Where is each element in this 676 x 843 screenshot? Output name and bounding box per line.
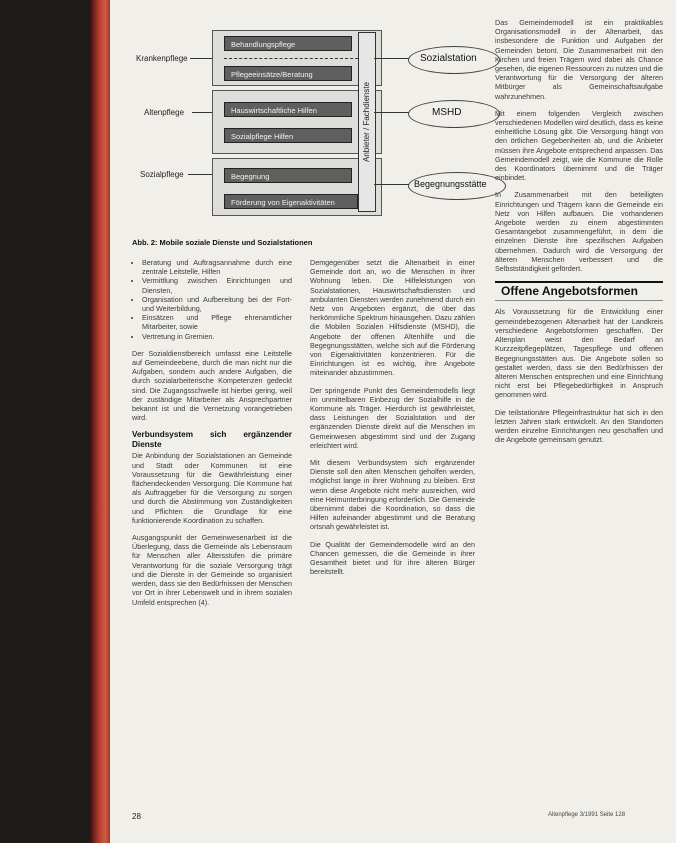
- paragraph: Die Qualität der Gemeindemodelle wird an den Chancen gemessen, die die Gemeinde in ihrer Gesamtheit bietet und für ihre älteren Bürger bereitstellt.: [310, 539, 475, 577]
- connector: [192, 112, 212, 113]
- footer-source: Altenpflege 3/1991 Seite 128: [548, 812, 626, 818]
- list-item: • Einsätzen und Pflege ehrenamtlicher Mitarbeiter, sowie: [142, 313, 292, 331]
- paragraph: Das Gemeindemodell ist ein praktikables Organisationsmodell in der Altenarbeit, das insbesondere die Funktion und Aufgaben der Gemeinden betont. Die Zusammenarbeit mit den Kirchen und freien Trägern wird dabei als Chance gesehen, die eigenen Ressourcen zu nutzen und die Verantwortung für die Versorgung der älteren Mitbürger als Gemeinschaftsaufgabe wahrzunehmen.: [495, 18, 663, 101]
- group-altenpflege: [212, 90, 382, 154]
- connector: [188, 174, 212, 175]
- box-pflegeeinsaetze: Pflegeeinsätze/Beratung: [224, 66, 352, 81]
- figure-diagram: [132, 18, 487, 228]
- paragraph: In Zusammenarbeit mit den beteiligten Einrichtungen und Trägern kann die Gemeinde ein Netz von Hilfen aufbauen. Die vorhandenen Angebote werden zu einem abgestimmten Gesamtangebot zusammengeführt, in dem die einzelnen Dienste ihre spezifischen Aufgaben übernehmen. Dadurch wird die Versorgung der älteren Menschen verbessert und die Selbstständigkeit gefördert.: [495, 190, 663, 274]
- service-mshd: MSHD: [432, 107, 462, 118]
- paragraph: Die teilstationäre Pflegeinfrastruktur hat sich in den letzten Jahren stark entwickelt. An den Standorten werden einzelne Einrichtungen neu geschaffen und die Angebote gemeinsam genutzt.: [495, 407, 663, 445]
- service-sozialstation: Sozialstation: [420, 53, 477, 64]
- page-number: 28: [132, 812, 141, 821]
- list-item: • Organisation und Aufbereitung bei der Fort- und Weiterbildung,: [142, 295, 292, 313]
- paragraph: Der Sozialdienstbereich umfasst eine Leitstelle auf Gemeindeebene, durch die man nicht nur die Aufgaben, sondern auch andere Aufgaben, die durch sozialarbeiterische Kompetenzen gedeckt sind. Die Zugangsschwelle ist hierbei gering, weil der zuständige Mitarbeiter als Ansprechpartner bekannt ist und die Vernetzung vorangetrieben wird.: [132, 348, 292, 423]
- service-begegnungsstaette: Begegnungsstätte: [414, 179, 487, 189]
- paragraph: Als Voraussetzung für die Entwicklung einer gemeindebezogenen Altenarbeit hat der Landkreis verschiedene Angebotsformen geschaffen. Der Altenplan weist den Bedarf an Kurzzeitpflegeplätzen, Tagespflege und offenen Begegnungsstätten aus. Die Angebote sollen so gestaltet werden, dass sie den Bedürfnissen der älteren Menschen entsprechen und eine Einrichtung nicht erst bei Pflegebedürftigkeit in Anspruch genommen wird.: [495, 307, 663, 400]
- paragraph: Mit einem folgenden Vergleich zwischen verschiedenen Modellen wird deutlich, dass es keine einheitliche Lösung gibt. Die Versorgung hängt von den örtlichen Gegebenheiten ab, und die Anbieter müssen ihre Angebote entsprechend anpassen. Das Gemeindemodell zeigt, wie die Kommune die Rolle des Koordinators übernimmt und die Träger einbindet.: [495, 108, 663, 183]
- connector: [374, 58, 410, 59]
- paragraph: Demgegenüber setzt die Altenarbeit in einer Gemeinde dort an, wo die Menschen in ihrer Wohnung leben. Die Hilfeleistungen von Sozialstationen, Hauswirtschaftsdiensten und ambulanten Diensten werden zunehmend durch ein Netz von Angeboten ergänzt, die über das herkömmliche Spektrum hinausgehen. Dazu zählen die Mobilen Sozialen Hilfsdienste (MSHD), die Angebote der offenen Altenhilfe und die Begegnungsstätten, welche sich auf die Förderung von Eigenaktivitäten konzentrieren. Für die Einrichtungen ist es wichtig, ihre Angebote miteinander abzustimmen.: [310, 258, 475, 378]
- background-left: [0, 0, 90, 843]
- section-heading: Offene Angebotsformen: [495, 281, 663, 301]
- text-column-2: [310, 258, 475, 585]
- paragraph: Die Anbindung der Sozialstationen an Gemeinde und Stadt oder Kommunen ist eine Voraussetzung für die Gewährleistung einer flächendeckenden Versorgung. Die Kommune hat als Auftraggeber für die Versorgung zu sorgen und durch die Abstimmung von Zuständigkeiten und Pflichten die Grundlage für eine funktionierende Koordination zu schaffen.: [132, 451, 292, 525]
- paragraph: Der springende Punkt des Gemeindemodells liegt im unmittelbaren Einbezug der Sozialhilfe in die Kommune als Träger. Hierdurch ist gewährleistet, dass Leistungen der Sozialstation und der ergänzenden Dienste direkt auf die Menschen im Gemeinwesen abgestimmt sind und der Zugang erleichtert wird.: [310, 385, 475, 450]
- paragraph: Mit diesem Verbundsystem sich ergänzender Dienste soll den alten Menschen geholfen werden, möglichst lange in ihrer Wohnung zu bleiben. Erst wenn diese Angebote nicht mehr ausreichen, wird eine Heimunterbringung erforderlich. Die Gemeinde übernimmt dabei die Koordination, so dass die Hilfen aufeinander abgestimmt und die Beratung ortsnah gewährleistet ist.: [310, 458, 475, 532]
- label-krankenpflege: Krankenpflege: [136, 54, 188, 63]
- text-column-3: [495, 18, 663, 452]
- connector: [374, 184, 410, 185]
- text-column-1: [132, 258, 292, 615]
- bullet-list: [132, 258, 292, 341]
- list-item: • Vermittlung zwischen Einrichtungen und Diensten,: [142, 276, 292, 294]
- book-spine: [90, 0, 112, 843]
- connector: [374, 112, 410, 113]
- paragraph: Ausgangspunkt der Gemeinwesenarbeit ist die Überlegung, dass die Gemeinde als Lebensraum für Menschen aller Altersstufen die primäre Verantwortung für die soziale Versorgung trägt und die Dienste in der Gemeinde so organisiert werden, dass sie den Bedürfnissen der Menschen vor Ort in ihrer Lebenswelt und in ihrem sozialen Umfeld entsprechen (4).: [132, 533, 292, 607]
- connector: [190, 58, 212, 59]
- subheading: Verbundsystem sich ergänzender Dienste: [132, 430, 292, 450]
- box-foerderung: Förderung von Eigenaktivitäten: [224, 194, 358, 209]
- vertical-label-bar: Anbieter / Fachdienste: [358, 32, 376, 212]
- document-page: [110, 0, 676, 843]
- label-sozialpflege: Sozialpflege: [140, 170, 184, 179]
- list-item: • Vertretung in Gremien.: [142, 332, 292, 341]
- box-sozialpflege-hilfen: Sozialpflege Hilfen: [224, 128, 352, 143]
- box-hauswirtschaftliche-hilfen: Hauswirtschaftliche Hilfen: [224, 102, 352, 117]
- figure-caption: Abb. 2: Mobile soziale Dienste und Sozialstationen: [132, 238, 313, 247]
- box-behandlungspflege: Behandlungspflege: [224, 36, 352, 51]
- list-item: • Beratung und Auftragsannahme durch eine zentrale Leitstelle, Hilfen: [142, 258, 292, 276]
- box-begegnung: Begegnung: [224, 168, 352, 183]
- label-altenpflege: Altenpflege: [144, 108, 185, 117]
